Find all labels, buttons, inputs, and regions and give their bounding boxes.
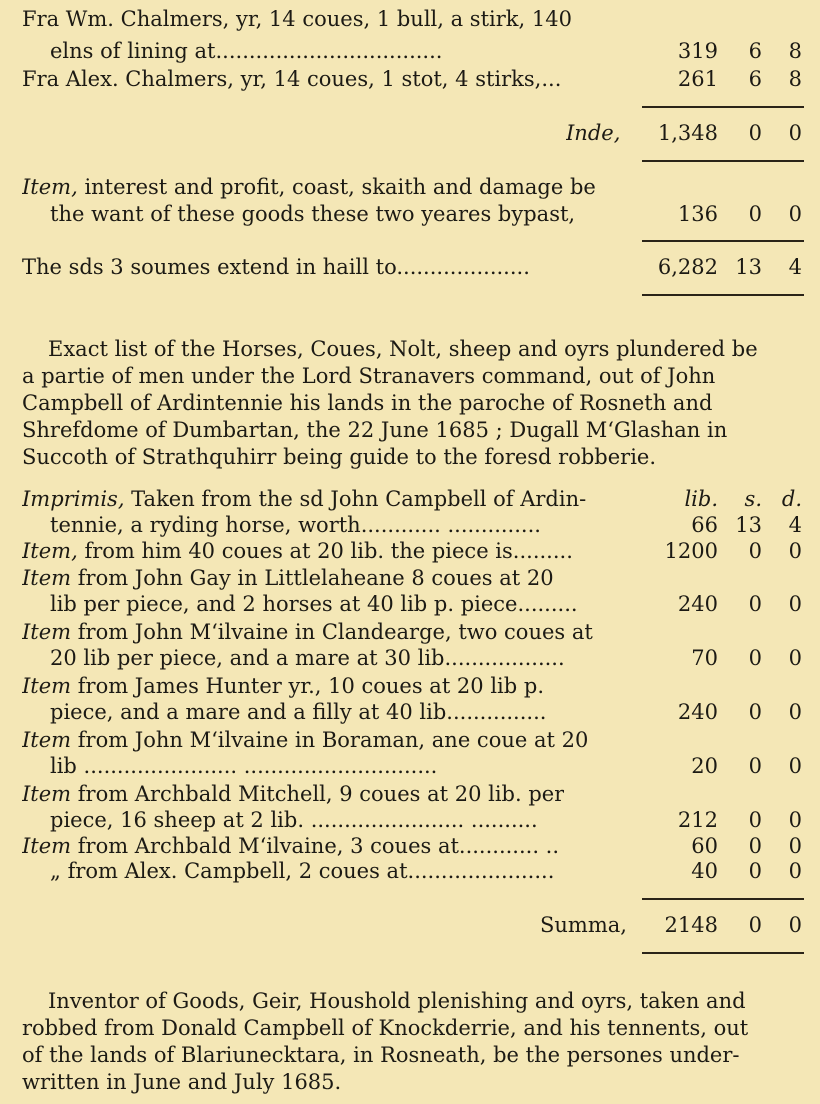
- amount-pence: 0: [788, 808, 802, 832]
- amount-shillings: 0: [748, 202, 762, 226]
- amount-lib: 319: [677, 39, 718, 63]
- column-header-lib: lib.: [684, 487, 718, 511]
- amount-pence: 0: [788, 913, 802, 937]
- entry-text-rest: from James Hunter yr., 10 coues at 20 lib p.: [71, 674, 544, 698]
- entry-text: Fra Alex. Chalmers, yr, 14 coues, 1 stot, 4 stirks,...: [22, 67, 562, 91]
- amount-shillings: 0: [748, 539, 762, 563]
- inventory-intro-paragraph: [22, 988, 804, 1096]
- amount-pence: 0: [788, 592, 802, 616]
- amount-lib: 70: [691, 646, 718, 670]
- entry-line: [0, 645, 820, 672]
- amount-shillings: 0: [748, 808, 762, 832]
- item-label: Item: [22, 782, 72, 806]
- entry-text: [22, 486, 586, 513]
- sum-rule: [642, 106, 804, 108]
- amount-pence: 0: [788, 121, 802, 145]
- amount-lib: 240: [677, 700, 718, 724]
- paragraph-line: written in June and July 1685.: [22, 1070, 342, 1094]
- entry-text: [22, 565, 554, 592]
- ditto-mark: „: [50, 859, 61, 883]
- paragraph-line: robbed from Donald Campbell of Knockderrie, and his tennents, out: [22, 1016, 749, 1040]
- entry-line: [0, 619, 820, 646]
- amount-pence: 0: [788, 700, 802, 724]
- entry-line: [0, 727, 820, 754]
- list-intro-paragraph: [22, 336, 804, 471]
- paragraph-line: a partie of men under the Lord Stranavers command, out of John: [22, 364, 716, 388]
- paragraph-line: Shrefdome of Dumbartan, the 22 June 1685 ; Dugall M‘Glashan in: [22, 418, 728, 442]
- entry-line: [0, 6, 820, 33]
- column-header-pence: d.: [781, 487, 802, 511]
- entry-line: [0, 66, 820, 93]
- paragraph-line: Succoth of Strathquhirr being guide to the foresd robberie.: [22, 445, 657, 469]
- amount-pence: 0: [788, 834, 802, 858]
- amount-pence: 0: [788, 646, 802, 670]
- summa-line: [0, 912, 820, 939]
- entry-text-rest: from John M‘ilvaine in Boraman, ane coue at 20: [71, 728, 589, 752]
- item-label: Item: [22, 834, 72, 858]
- paragraph-line: Exact list of the Horses, Coues, Nolt, sheep and oyrs plundered be: [48, 337, 758, 361]
- amount-pence: 0: [788, 539, 802, 563]
- entry-text-rest: from him 40 coues at 20 lib. the piece is.........: [77, 539, 573, 563]
- amount-shillings: 0: [748, 754, 762, 778]
- column-header-shillings: s.: [744, 487, 762, 511]
- amount-lib: 1,348: [657, 121, 718, 145]
- amount-pence: 0: [788, 754, 802, 778]
- amount-pence: 8: [788, 39, 802, 63]
- entry-line: [0, 673, 820, 700]
- amount-shillings: 0: [748, 834, 762, 858]
- amount-lib: 20: [691, 754, 718, 778]
- entry-text: piece, and a mare and a filly at 40 lib...............: [50, 700, 547, 724]
- amount-pence: 8: [788, 67, 802, 91]
- entry-line: [0, 753, 820, 780]
- amount-lib: 60: [691, 834, 718, 858]
- amount-shillings: 0: [748, 121, 762, 145]
- entry-text: [22, 781, 564, 808]
- amount-pence: 4: [788, 255, 802, 279]
- item-label: Item: [22, 620, 72, 644]
- entry-line: [0, 38, 820, 65]
- amount-lib: 261: [677, 67, 718, 91]
- inde-label: Inde,: [566, 121, 621, 145]
- amount-lib: 1200: [664, 539, 718, 563]
- entry-text: [22, 673, 544, 700]
- entry-text-rest: from Archbald Mitchell, 9 coues at 20 lib. per: [71, 782, 565, 806]
- entry-text: piece, 16 sheep at 2 lib. ....................... ..........: [50, 808, 538, 832]
- entry-line: [0, 538, 820, 565]
- amount-pence: 0: [788, 859, 802, 883]
- sum-rule: [642, 240, 804, 242]
- entry-text-rest: Taken from the sd John Campbell of Ardin-: [124, 487, 587, 511]
- entry-text: 20 lib per piece, and a mare at 30 lib..................: [50, 646, 565, 670]
- amount-shillings: 6: [748, 67, 762, 91]
- sum-rule: [642, 898, 804, 900]
- entry-text: [22, 727, 588, 754]
- sum-rule: [642, 952, 804, 954]
- amount-lib: 212: [677, 808, 718, 832]
- amount-lib: 136: [677, 202, 718, 226]
- entry-line: [0, 781, 820, 808]
- entry-text-rest: from Archbald M‘ilvaine, 3 coues at............ ..: [71, 834, 560, 858]
- entry-line: [0, 699, 820, 726]
- amount-lib: 2148: [664, 913, 718, 937]
- item-label: Item: [22, 674, 72, 698]
- entry-text: [22, 174, 596, 201]
- entry-line: [0, 591, 820, 618]
- entry-text-rest: interest and profit, coast, skaith and damage be: [77, 175, 596, 199]
- summa-label: Summa,: [540, 913, 627, 937]
- paragraph-line: Campbell of Ardintennie his lands in the paroche of Rosneth and: [22, 391, 713, 415]
- item-label: Item,: [22, 175, 78, 199]
- item-label: Imprimis,: [22, 487, 125, 511]
- entry-text: Fra Wm. Chalmers, yr, 14 coues, 1 bull, a stirk, 140: [22, 7, 572, 31]
- amount-lib: 40: [691, 859, 718, 883]
- entry-text: elns of lining at..................................: [50, 39, 443, 63]
- amount-lib: 6,282: [657, 255, 718, 279]
- entry-line: [0, 858, 820, 885]
- total-text: The sds 3 soumes extend in haill to....................: [22, 255, 530, 279]
- entry-text-rest: from John M‘ilvaine in Clandearge, two coues at: [71, 620, 593, 644]
- entry-text: tennie, a ryding horse, worth............ ..............: [50, 513, 541, 537]
- subtotal-line: [0, 120, 820, 147]
- amount-lib: 66: [691, 513, 718, 537]
- entry-text: [22, 619, 593, 646]
- entry-text: the want of these goods these two yeares bypast,: [50, 202, 576, 226]
- entry-text: lib per piece, and 2 horses at 40 lib p. piece.........: [50, 592, 578, 616]
- sum-rule: [642, 160, 804, 162]
- entry-line: [0, 833, 820, 860]
- amount-shillings: 13: [735, 255, 762, 279]
- amount-shillings: 0: [748, 592, 762, 616]
- entry-text: lib ....................... .............................: [50, 754, 438, 778]
- entry-text-rest: from Alex. Campbell, 2 coues at......................: [60, 859, 555, 883]
- entry-text: [22, 833, 559, 860]
- amount-shillings: 6: [748, 39, 762, 63]
- item-label: Item: [22, 566, 72, 590]
- amount-shillings: 0: [748, 700, 762, 724]
- entry-line: [0, 201, 820, 228]
- amount-shillings: 0: [748, 859, 762, 883]
- entry-line: [0, 174, 820, 201]
- amount-pence: 4: [788, 513, 802, 537]
- entry-line: [0, 512, 820, 539]
- total-line: [0, 254, 820, 281]
- entry-line: [0, 565, 820, 592]
- amount-shillings: 0: [748, 646, 762, 670]
- item-label: Item,: [22, 539, 78, 563]
- paragraph-line: of the lands of Blariunecktara, in Rosneath, be the persones under-: [22, 1043, 740, 1067]
- amount-lib: 240: [677, 592, 718, 616]
- entry-line: [0, 807, 820, 834]
- entry-line: [0, 486, 820, 513]
- amount-pence: 0: [788, 202, 802, 226]
- entry-text: [50, 858, 554, 885]
- sum-rule: [642, 294, 804, 296]
- paragraph-line: Inventor of Goods, Geir, Houshold plenishing and oyrs, taken and: [48, 989, 746, 1013]
- amount-shillings: 13: [735, 513, 762, 537]
- item-label: Item: [22, 728, 72, 752]
- entry-text-rest: from John Gay in Littlelaheane 8 coues at 20: [71, 566, 554, 590]
- amount-shillings: 0: [748, 913, 762, 937]
- entry-text: [22, 538, 573, 565]
